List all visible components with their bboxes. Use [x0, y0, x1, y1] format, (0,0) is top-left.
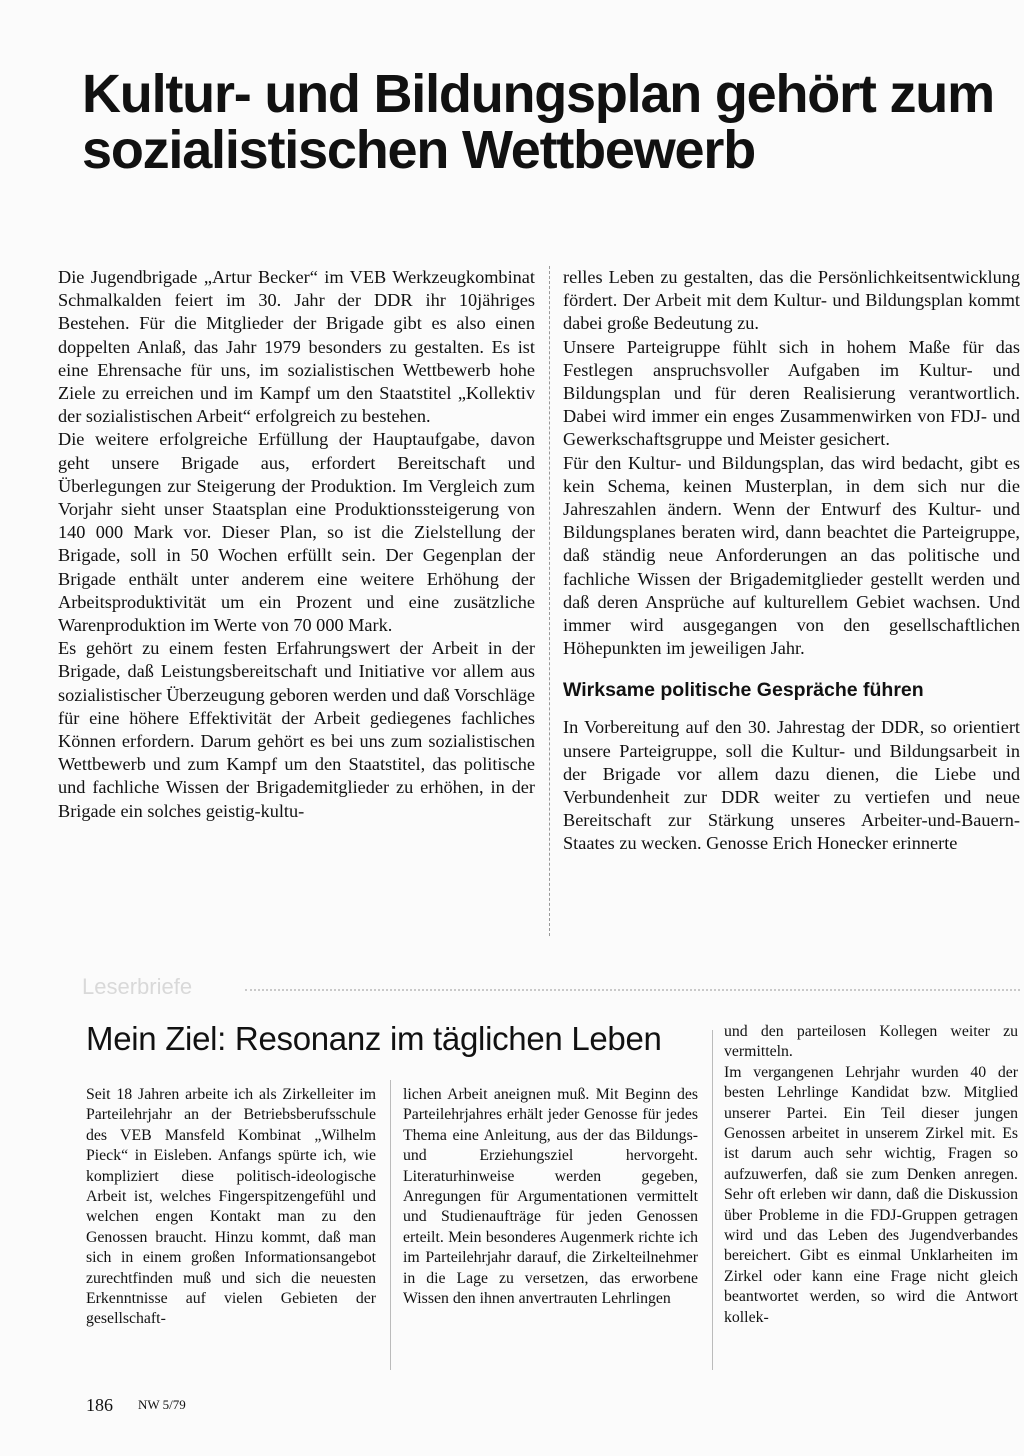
article-column-1 [58, 266, 535, 823]
paragraph: In Vorbereitung auf den 30. Jahrestag der DDR, so orientiert unsere Parteigruppe, soll die Kultur- und Bildungsarbeit in der Brigade vor allem dazu dienen, die Liebe und Verbundenheit zur DDR weiter zu vertiefen und neue Bereitschaft zur Stärkung unseres Arbeiter-und-Bauern-Staates zu wecken. Genosse Erich Honecker erinnerte [563, 717, 1020, 854]
article-title: Kultur- und Bildungsplan gehört zum sozialistischen Wettbewerb [82, 64, 994, 180]
paragraph: Die Jugendbrigade „Artur Becker“ im VEB Werkzeugkombinat Schmalkalden feiert im 30. Jahr der DDR ihr 10jähriges Bestehen. Für die Mitglieder der Brigade gibt es also einen doppelten Anlaß, das Jahr 1979 besonders zu gestalten. Es ist eine Ehrensache für uns, im sozialistischen Wettbewerb hohe Ziele zu erreichen und im Kampf um den Staatstitel „Kollektiv der sozialistischen Arbeit“ erfolgreich zu bestehen. [58, 267, 535, 427]
column-divider [549, 266, 550, 936]
letter-title: Mein Ziel: Resonanz im täglichen Leben [86, 1020, 662, 1057]
paragraph: Es gehört zu einem festen Erfahrungswert der Arbeit in der Brigade, daß Leistungsbereitschaft und Initiative vor allem aus sozialistischer Überzeugung geboren werden und daß Vorschläge für eine höhere Effektivität der Arbeit gediegenes fachliches Können erfordern. Darum gehört es bei uns zum sozialistischen Wettbewerb und zum Kampf um den Staatstitel, das politische und fachliche Wissen der Brigademitglieder zu erhöhen, in der Brigade ein solches geistig-kultu- [58, 638, 535, 821]
paragraph: Im vergangenen Lehrjahr wurden 40 der besten Lehrlinge Kandidat bzw. Mitglied unserer Partei. Ein Teil dieser jungen Genossen arbeitet in unserem Zirkel mit. Es ist darum auch sehr wichtig, Fragen so aufzuwerfen, daß sie zum Denken anregen. Sehr oft erleben wir dann, daß die Diskussion über Probleme in die FDJ-Gruppen getragen wird und das Leben des Jugendverbandes bereichert. Gibt es einmal Unklarheiten im Zirkel oder kann eine Frage nicht gleich beantwortet werden, so wird die Antwort kollek- [724, 1063, 1018, 1326]
paragraph: Unsere Parteigruppe fühlt sich in hohem Maße für das Festlegen anspruchsvoller Aufgaben im Kultur- und Bildungsplan und für deren Realisierung verantwortlich. Dabei wird immer ein enges Zusammenwirken von FDJ- und Gewerkschaftsgruppe und Meister gesichert. [563, 336, 1020, 450]
paragraph: Für den Kultur- und Bildungsplan, das wird bedacht, gibt es kein Schema, keinen Musterplan, in dem sich nur die Jahreszahlen ändern. Wenn der Entwurf des Kultur- und Bildungsplanes beraten wird, dann beachtet die Parteigruppe, daß ständig neue Anforderungen an das politische und fachliche Wissen der Brigademitglieder gestellt werden und daß deren Ansprüche auf kulturellem Gebiet wachsen. Und immer wird ausgegangen von den gesellschaftlichen Höhepunkten im jeweiligen Jahr. [563, 452, 1020, 659]
section-label: Leserbriefe [82, 974, 193, 999]
column-divider [390, 1080, 391, 1370]
paragraph: Seit 18 Jahren arbeite ich als Zirkelleiter im Parteilehrjahr an der Betriebsberufsschule des VEB Mansfeld Kombinat „Wilhelm Pieck“ in Eisleben. Anfangs spürte ich, wie kompliziert diese politisch-ideologische Arbeit ist, welches Fingerspitzengefühl und welchen engen Kontakt man zu den Genossen braucht. Hinzu kommt, daß man sich in einem großen Informationsangebot zurechtfinden muß und sich die neuesten Erkenntnisse auf vielen Gebieten der gesellschaft- [86, 1086, 376, 1328]
issue-label: NW 5/79 [138, 1397, 186, 1412]
column-divider [712, 1030, 713, 1370]
paragraph: relles Leben zu gestalten, das die Persönlichkeitsentwicklung fördert. Der Arbeit mit dem Kultur- und Bildungsplan kommt dabei große Bedeutung zu. [563, 267, 1020, 334]
section-divider [245, 989, 1020, 991]
article-subheading: Wirksame politische Gespräche führen [563, 679, 924, 702]
letter-column-1 [86, 1085, 376, 1330]
article-column-2 [563, 266, 1020, 856]
letter-column-2 [403, 1085, 698, 1309]
page-number: 186 [86, 1395, 113, 1415]
paragraph: und den parteilosen Kollegen weiter zu vermitteln. [724, 1023, 1018, 1061]
paragraph: Die weitere erfolgreiche Erfüllung der Hauptaufgabe, davon geht unsere Brigade aus, erfordert Bereitschaft und Überlegungen zur Steigerung der Produktion. Im Vergleich zum Vorjahr sieht unser Staatsplan eine Produktionssteigerung von 140 000 Mark vor. Dieser Plan, so ist die Zielstellung der Brigade, soll in 50 Wochen erfüllt sein. Der Gegenplan der Brigade enthält unter anderem eine weitere Erhöhung der Arbeitsproduktivität um ein Prozent und eine zusätzliche Warenproduktion im Werte von 70 000 Mark. [58, 429, 535, 636]
paragraph: lichen Arbeit aneignen muß. Mit Beginn des Parteilehrjahres erhält jeder Genosse für jedes Thema eine Anleitung, aus der das Bildungs- und Erziehungsziel hervorgeht. Literaturhinweise werden gegeben, Anregungen für Argumentationen vermittelt und Studienaufträge für jeden Genossen erteilt. Mein besonderes Augenmerk richte ich im Parteilehrjahr darauf, die Zirkelteilnehmer in die Lage zu versetzen, das erworbene Wissen den ihnen anvertrauten Lehrlingen [403, 1086, 698, 1308]
letter-column-3 [724, 1022, 1018, 1328]
